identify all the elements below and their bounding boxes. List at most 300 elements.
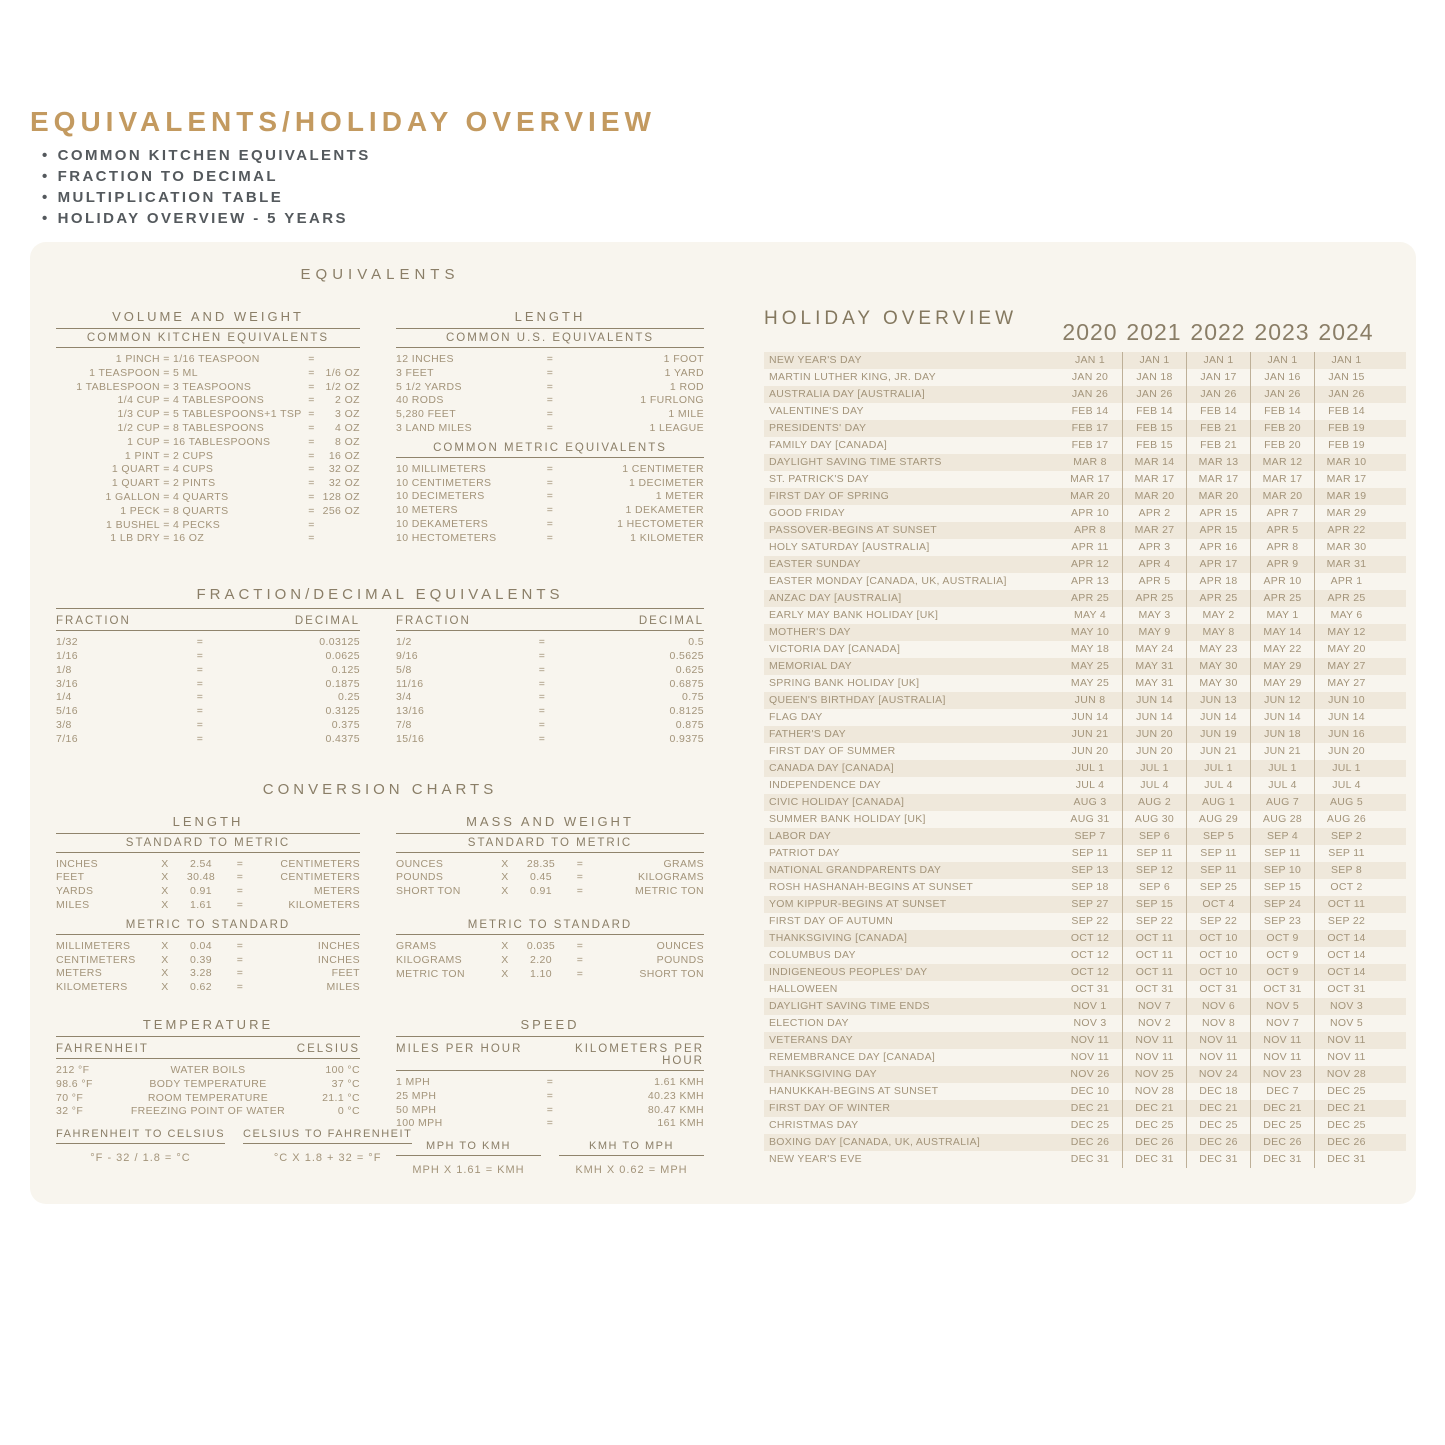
fraction-decimal-title: FRACTION/DECIMAL EQUIVALENTS: [56, 586, 704, 609]
holiday-date: NOV 5: [1250, 998, 1314, 1015]
holiday-name: FIRST DAY OF WINTER: [769, 1102, 891, 1114]
mass-conversion-section: [396, 814, 704, 995]
result-unit: KILOGRAMS: [637, 871, 704, 884]
equivalent: 4 CUPS: [173, 463, 214, 476]
holiday-date: DEC 31: [1186, 1151, 1250, 1168]
source-unit: KILOMETERS: [56, 981, 128, 994]
length-std-rows: [56, 853, 360, 913]
holiday-name: EASTER SUNDAY: [769, 558, 861, 570]
equals-sign: =: [196, 663, 204, 676]
holiday-date: JUN 14: [1122, 709, 1186, 726]
mass-title: MASS AND WEIGHT: [396, 814, 704, 834]
metric-length-row: [396, 477, 704, 491]
holiday-overview-title: HOLIDAY OVERVIEW: [764, 308, 1017, 329]
equals-sign: =: [236, 967, 244, 980]
multiply-sign: X: [161, 939, 169, 952]
feature-bullet-list: [42, 145, 656, 229]
holiday-date: JAN 26: [1122, 386, 1186, 403]
multiply-sign: X: [501, 857, 509, 870]
holiday-date: SEP 6: [1122, 879, 1186, 896]
measure-left: 40 RODS: [396, 394, 444, 407]
factor: 1.61: [189, 898, 213, 911]
ounces-value: 256 OZ: [322, 504, 360, 517]
holiday-date: DEC 31: [1314, 1151, 1378, 1168]
fraction-value: 1/16: [56, 649, 79, 662]
fraction-value: 15/16: [396, 732, 425, 745]
equivalent: 2 CUPS: [173, 449, 214, 462]
equivalent: 16 OZ: [173, 532, 205, 545]
holiday-table: [764, 352, 1406, 1168]
equals-sign: =: [546, 490, 554, 503]
holiday-date: APR 8: [1250, 539, 1314, 556]
conversion-row: [396, 954, 704, 968]
holiday-date: FEB 15: [1122, 437, 1186, 454]
measure-right: 1 KILOMETER: [630, 531, 704, 544]
holiday-date: JUN 12: [1250, 692, 1314, 709]
holiday-date: SEP 8: [1314, 862, 1378, 879]
holiday-date: NOV 11: [1070, 1034, 1110, 1046]
holiday-date: APR 25: [1122, 590, 1186, 607]
description: BODY TEMPERATURE: [149, 1077, 267, 1090]
holiday-row: [764, 1117, 1406, 1134]
holiday-date: SEP 12: [1122, 862, 1186, 879]
holiday-date: NOV 24: [1186, 1066, 1250, 1083]
holiday-date: NOV 11: [1122, 1049, 1186, 1066]
equals-sign: =: [576, 885, 584, 898]
holiday-date: NOV 25: [1122, 1066, 1186, 1083]
speed-header: [396, 1037, 704, 1071]
decimal-value: 0.0625: [325, 649, 360, 662]
us-length-row: [396, 422, 704, 436]
holiday-date: MAY 10: [1070, 626, 1110, 638]
holiday-date: JUL 4: [1186, 777, 1250, 794]
fraction-table-right: [396, 609, 704, 746]
holiday-date: SEP 11: [1122, 845, 1186, 862]
measure-right: 1.61 KMH: [654, 1075, 704, 1088]
equals-sign: =: [236, 939, 244, 952]
f2c-label: FAHRENHEIT TO CELSIUS: [56, 1128, 225, 1144]
holiday-date: MAY 29: [1250, 658, 1314, 675]
conversion-row: [396, 858, 704, 872]
holiday-date: JAN 26: [1186, 386, 1250, 403]
factor: 0.04: [189, 939, 213, 952]
holiday-date: AUG 29: [1186, 811, 1250, 828]
equivalent: 8 TABLESPOONS: [173, 421, 265, 434]
holiday-date: NOV 2: [1122, 1015, 1186, 1032]
feature-bullet-label: COMMON KITCHEN EQUIVALENTS: [57, 147, 371, 164]
fraction-header-right: [396, 609, 704, 631]
holiday-name: SUMMER BANK HOLIDAY [UK]: [769, 813, 926, 825]
holiday-date: MAY 12: [1314, 624, 1378, 641]
holiday-date: DEC 7: [1250, 1083, 1314, 1100]
fraction-row: [56, 650, 360, 664]
equals-sign: =: [546, 1103, 554, 1116]
feature-bullet: [42, 166, 656, 187]
quantity: 1 BUSHEL: [106, 518, 160, 531]
ounces-value: 16 OZ: [328, 449, 360, 462]
holiday-name: QUEEN'S BIRTHDAY [AUSTRALIA]: [769, 694, 946, 706]
holiday-date: MAR 13: [1186, 454, 1250, 471]
decimal-value: 0.25: [337, 691, 360, 704]
holiday-date: JUN 14: [1250, 709, 1314, 726]
equals-sign: =: [196, 677, 204, 690]
equals-sign: =: [546, 366, 554, 379]
holiday-date: DEC 26: [1314, 1134, 1378, 1151]
quantity: 1 GALLON: [105, 490, 160, 503]
holiday-date: APR 10: [1250, 573, 1314, 590]
holiday-row: [764, 947, 1406, 964]
holiday-name: COLUMBUS DAY: [769, 949, 856, 961]
temperature-section: [56, 1016, 413, 1176]
equals-sign: =: [163, 518, 170, 531]
temperature-row: [56, 1092, 360, 1106]
factor: 30.48: [186, 871, 216, 884]
us-equivalents-subtitle: COMMON U.S. EQUIVALENTS: [396, 332, 704, 348]
equals-sign: =: [538, 663, 546, 676]
factor: 2.54: [189, 857, 213, 870]
equals-sign: =: [546, 353, 554, 365]
measure-right: 40.23 KMH: [647, 1089, 704, 1102]
conversion-row: [396, 968, 704, 982]
equals-sign: =: [538, 649, 546, 662]
holiday-row: [764, 641, 1406, 658]
holiday-name: FIRST DAY OF AUTUMN: [769, 915, 894, 927]
mph2kmh-block: [396, 1140, 541, 1176]
fraction-row: [56, 719, 360, 733]
holiday-date: JUN 13: [1186, 692, 1250, 709]
holiday-date: APR 18: [1186, 573, 1250, 590]
description: WATER BOILS: [170, 1063, 246, 1076]
celsius-value: 0 °C: [337, 1105, 360, 1118]
equals-sign: =: [163, 408, 170, 421]
factor: 28.35: [526, 857, 556, 870]
holiday-date: JAN 20: [1071, 371, 1109, 383]
holiday-date: FEB 19: [1314, 437, 1378, 454]
holiday-date: NOV 11: [1314, 1032, 1378, 1049]
ounces-value: 1/6 OZ: [325, 366, 360, 379]
holiday-name: HALLOWEEN: [769, 983, 838, 995]
holiday-name: AUSTRALIA DAY [AUSTRALIA]: [769, 388, 925, 400]
holiday-row: [764, 403, 1406, 420]
fahrenheit-value: 70 °F: [56, 1091, 84, 1104]
equals-sign: =: [163, 504, 170, 517]
ounces-value: 2 OZ: [335, 394, 360, 407]
holiday-date: MAY 31: [1122, 658, 1186, 675]
holiday-date: MAY 24: [1122, 641, 1186, 658]
celsius-value: 37 °C: [331, 1077, 360, 1090]
holiday-row: [764, 811, 1406, 828]
kitchen-row: [56, 463, 360, 477]
holiday-row: [764, 607, 1406, 624]
equals-sign: =: [546, 1117, 554, 1130]
decimal-value: 0.625: [675, 663, 704, 676]
measure-left: 12 INCHES: [396, 353, 454, 365]
multiply-sign: X: [161, 857, 169, 870]
kitchen-row: [56, 422, 360, 436]
source-unit: CENTIMETERS: [56, 953, 136, 966]
conversion-row: [396, 885, 704, 899]
feature-bullet-label: HOLIDAY OVERVIEW - 5 YEARS: [57, 210, 348, 227]
fraction-value: 7/8: [396, 718, 412, 731]
holiday-date: JAN 1: [1186, 352, 1250, 369]
holiday-name: ANZAC DAY [AUSTRALIA]: [769, 592, 902, 604]
bullet-dot-icon: •: [42, 147, 50, 164]
kitchen-row: [56, 532, 360, 546]
holiday-date: SEP 7: [1074, 830, 1106, 842]
holiday-row: [764, 454, 1406, 471]
equals-sign: =: [308, 408, 315, 421]
equals-sign: =: [163, 449, 170, 462]
source-unit: METERS: [56, 967, 103, 980]
holiday-date: DEC 25: [1122, 1117, 1186, 1134]
measure-left: 10 DECIMETERS: [396, 490, 485, 503]
holiday-date: AUG 26: [1314, 811, 1378, 828]
conversion-row: [56, 871, 360, 885]
metric-length-row: [396, 518, 704, 532]
measure-right: 161 KMH: [657, 1117, 704, 1130]
holiday-date: OCT 4: [1186, 896, 1250, 913]
conversion-charts-title: CONVERSION CHARTS: [262, 780, 498, 798]
holiday-date: OCT 11: [1122, 947, 1186, 964]
holiday-date: MAR 31: [1314, 556, 1378, 573]
holiday-name: THANKSGIVING DAY: [769, 1068, 877, 1080]
holiday-date: APR 10: [1071, 507, 1109, 519]
decimal-value: 0.4375: [325, 732, 360, 745]
holiday-date: APR 7: [1250, 505, 1314, 522]
measure-left: 50 MPH: [396, 1103, 437, 1116]
quantity: 1 TABLESPOON: [76, 380, 160, 393]
holiday-row: [764, 964, 1406, 981]
holiday-date: OCT 31: [1250, 981, 1314, 998]
decimal-value: 0.5: [688, 636, 704, 649]
holiday-date: APR 15: [1186, 522, 1250, 539]
ounces-value: [318, 519, 360, 533]
conversion-row: [56, 981, 360, 995]
kitchen-rows: [56, 348, 360, 546]
holiday-date: JUL 4: [1250, 777, 1314, 794]
holiday-date: NOV 11: [1186, 1032, 1250, 1049]
holiday-date: OCT 14: [1314, 947, 1378, 964]
holiday-row: [764, 998, 1406, 1015]
result-unit: MILES: [326, 981, 360, 994]
equivalent: 16 TABLESPOONS: [173, 435, 271, 448]
holiday-date: SEP 11: [1314, 845, 1378, 862]
holiday-date: MAY 25: [1070, 677, 1110, 689]
measure-right: 1 METER: [655, 490, 704, 503]
speed-rows: [396, 1071, 704, 1131]
equals-sign: =: [236, 885, 244, 898]
equals-sign: =: [538, 705, 546, 718]
holiday-date: NOV 8: [1186, 1015, 1250, 1032]
holiday-date: JAN 1: [1314, 352, 1378, 369]
holiday-date: MAR 20: [1122, 488, 1186, 505]
page-title: EQUIVALENTS/HOLIDAY OVERVIEW: [30, 106, 656, 137]
feature-bullet-label: MULTIPLICATION TABLE: [57, 189, 284, 206]
holiday-date: SEP 22: [1186, 913, 1250, 930]
holiday-date: APR 12: [1071, 558, 1109, 570]
mass-std-subtitle: STANDARD TO METRIC: [396, 837, 704, 853]
measure-left: 25 MPH: [396, 1089, 437, 1102]
feature-bullet: [42, 145, 656, 166]
holiday-date: MAR 12: [1250, 454, 1314, 471]
fraction-row: [396, 664, 704, 678]
holiday-name: HANUKKAH-BEGINS AT SUNSET: [769, 1085, 939, 1097]
equals-sign: =: [546, 408, 554, 421]
holiday-date: APR 8: [1074, 524, 1106, 536]
holiday-name: THANKSGIVING [CANADA]: [769, 932, 908, 944]
holiday-name: MOTHER'S DAY: [769, 626, 851, 638]
fraction-value: 3/8: [56, 718, 72, 731]
holiday-row: [764, 1015, 1406, 1032]
holiday-date: OCT 11: [1122, 930, 1186, 947]
holiday-name: ST. PATRICK'S DAY: [769, 473, 869, 485]
holiday-date: OCT 10: [1186, 930, 1250, 947]
holiday-date: APR 22: [1314, 522, 1378, 539]
holiday-name: FAMILY DAY [CANADA]: [769, 439, 888, 451]
holiday-date: OCT 9: [1250, 930, 1314, 947]
holiday-name: FLAG DAY: [769, 711, 823, 723]
bullet-dot-icon: •: [42, 210, 50, 227]
multiply-sign: X: [161, 967, 169, 980]
equals-sign: =: [163, 421, 170, 434]
holiday-date: APR 11: [1071, 541, 1109, 553]
holiday-date: DEC 31: [1250, 1151, 1314, 1168]
holiday-date: SEP 23: [1250, 913, 1314, 930]
holiday-date: AUG 1: [1186, 794, 1250, 811]
holiday-date: JAN 18: [1122, 369, 1186, 386]
holiday-date: DEC 21: [1186, 1100, 1250, 1117]
equals-sign: =: [163, 353, 170, 365]
fahrenheit-value: 212 °F: [56, 1063, 90, 1076]
equals-sign: =: [538, 636, 546, 649]
holiday-date: OCT 31: [1314, 981, 1378, 998]
ounces-value: 32 OZ: [328, 477, 360, 490]
holiday-date: JUN 8: [1074, 694, 1106, 706]
equivalent: 5 TABLESPOONS+1 TSP: [173, 408, 302, 421]
kmh2mph-formula: KMH X 0.62 = MPH: [575, 1164, 688, 1177]
celsius-value: 100 °C: [325, 1063, 360, 1076]
fraction-value: 3/4: [396, 691, 412, 704]
equivalents-page: [56, 242, 704, 1176]
quantity: 1/4 CUP: [117, 394, 160, 407]
us-length-row: [396, 353, 704, 367]
fraction-value: 7/16: [56, 732, 79, 745]
holiday-date: NOV 11: [1250, 1049, 1314, 1066]
holiday-name: LABOR DAY: [769, 830, 832, 842]
holiday-date: FEB 20: [1250, 420, 1314, 437]
holiday-date: MAR 10: [1314, 454, 1378, 471]
equals-sign: =: [196, 732, 204, 745]
holiday-name: INDEPENDENCE DAY: [769, 779, 881, 791]
holiday-name: EARLY MAY BANK HOLIDAY [UK]: [769, 609, 939, 621]
source-unit: MILES: [56, 898, 90, 911]
holiday-date: MAY 27: [1314, 675, 1378, 692]
feature-bullet-label: FRACTION TO DECIMAL: [57, 168, 278, 185]
holiday-date: JUN 20: [1314, 743, 1378, 760]
measure-left: 3 LAND MILES: [396, 421, 472, 434]
length-conversion-section: [56, 814, 360, 995]
length-std-subtitle: STANDARD TO METRIC: [56, 837, 360, 853]
holiday-date: NOV 5: [1314, 1015, 1378, 1032]
measure-right: 1 FOOT: [663, 353, 704, 365]
ounces-value: 8 OZ: [335, 435, 360, 448]
holiday-name: PATRIOT DAY: [769, 847, 840, 859]
ounces-value: 3 OZ: [335, 408, 360, 421]
equals-sign: =: [576, 871, 584, 884]
speed-section: [396, 1017, 704, 1176]
holiday-name: SPRING BANK HOLIDAY [UK]: [769, 677, 920, 689]
holiday-date: OCT 9: [1250, 964, 1314, 981]
multiply-sign: X: [161, 871, 169, 884]
result-unit: GRAMS: [663, 857, 704, 870]
equals-sign: =: [538, 691, 546, 704]
equals-sign: =: [308, 421, 315, 434]
multiply-sign: X: [501, 871, 509, 884]
source-unit: GRAMS: [396, 939, 437, 952]
metric-equivalents-subtitle: COMMON METRIC EQUIVALENTS: [396, 442, 704, 458]
decimal-value: 0.8125: [669, 705, 704, 718]
holiday-name: FIRST DAY OF SUMMER: [769, 745, 896, 757]
holiday-date: OCT 12: [1070, 966, 1110, 978]
holiday-name: INDIGENEOUS PEOPLES' DAY: [769, 966, 928, 978]
holiday-date: NOV 11: [1250, 1032, 1314, 1049]
holiday-date: SEP 24: [1250, 896, 1314, 913]
holiday-date: OCT 10: [1186, 964, 1250, 981]
holiday-date: DEC 31: [1070, 1153, 1110, 1165]
holiday-date: OCT 31: [1186, 981, 1250, 998]
quantity: 1 TEASPOON: [89, 366, 160, 379]
holiday-row: [764, 471, 1406, 488]
holiday-name: VETERANS DAY: [769, 1034, 853, 1046]
measure-right: 1 CENTIMETER: [622, 462, 704, 475]
equals-sign: =: [308, 463, 315, 476]
holiday-row: [764, 658, 1406, 675]
equals-sign: =: [546, 517, 554, 530]
measure-left: 5 1/2 YARDS: [396, 380, 462, 393]
fraction-value: 9/16: [396, 649, 419, 662]
holiday-date: JAN 26: [1250, 386, 1314, 403]
holiday-row: [764, 1066, 1406, 1083]
fraction-row: [396, 636, 704, 650]
holiday-name: PRESIDENTS' DAY: [769, 422, 867, 434]
fraction-row: [56, 733, 360, 747]
fraction-row: [396, 705, 704, 719]
holiday-date: JUN 21: [1186, 743, 1250, 760]
kitchen-subtitle: COMMON KITCHEN EQUIVALENTS: [56, 332, 360, 348]
holiday-name: MEMORIAL DAY: [769, 660, 852, 672]
measure-right: 1 MILE: [668, 408, 704, 421]
holiday-date: DEC 25: [1070, 1119, 1110, 1131]
kmh2mph-block: [559, 1140, 704, 1176]
holiday-date: DEC 25: [1314, 1083, 1378, 1100]
result-unit: INCHES: [317, 953, 360, 966]
fraction-row: [56, 705, 360, 719]
c2f-block: [243, 1128, 412, 1164]
decimal-value: 0.375: [331, 718, 360, 731]
equivalent: 4 TABLESPOONS: [173, 394, 265, 407]
holiday-date: JUN 20: [1071, 745, 1109, 757]
holiday-row: [764, 879, 1406, 896]
source-unit: FEET: [56, 871, 85, 884]
holiday-date: MAR 19: [1314, 488, 1378, 505]
conversion-row: [396, 871, 704, 885]
holiday-date: JUN 19: [1186, 726, 1250, 743]
temperature-header: [56, 1037, 360, 1059]
holiday-date: APR 25: [1071, 592, 1109, 604]
measure-left: 100 MPH: [396, 1117, 443, 1130]
bullet-dot-icon: •: [42, 168, 50, 185]
holiday-name: VICTORIA DAY [CANADA]: [769, 643, 901, 655]
